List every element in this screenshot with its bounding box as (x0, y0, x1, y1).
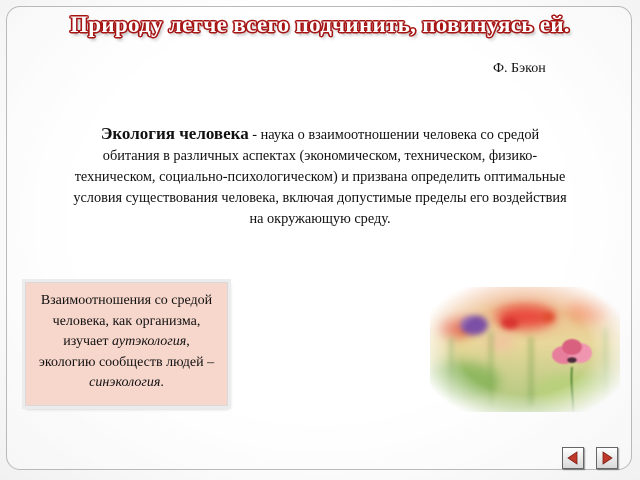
note-text-part3: . (160, 375, 164, 390)
note-term-autecology: аутэкология (112, 334, 187, 349)
note-text-part2: , экологию сообществ людей – (38, 334, 215, 370)
definition-paragraph (72, 123, 568, 230)
arrow-left-icon (566, 451, 580, 465)
definition-text: - наука о взаимоотношении человека со средой обитания в различных аспектах (экономическом, техническом, физико-техническом, социально-психологическом) и призвана определить оптимальные условия существования человека, включая допустимые пределы его воздействия на окружающую среду. (73, 127, 567, 227)
next-slide-button[interactable] (596, 447, 618, 469)
quote-author: Ф. Бэкон (493, 61, 546, 76)
prev-slide-button[interactable] (562, 447, 584, 469)
note-box (25, 282, 228, 406)
definition-term: Экология человека (100, 124, 249, 143)
note-text-part1: Взаимоотношения со средой человека, как организма, изучает (40, 293, 213, 349)
arrow-right-icon (600, 451, 614, 465)
poppy-flowers-photo (430, 287, 620, 412)
note-term-synecology: синэкология (89, 375, 161, 390)
poppy-flowers-image (430, 287, 620, 412)
slide-title: Природу легче всего подчинить, повинуясь ей. (70, 12, 570, 37)
